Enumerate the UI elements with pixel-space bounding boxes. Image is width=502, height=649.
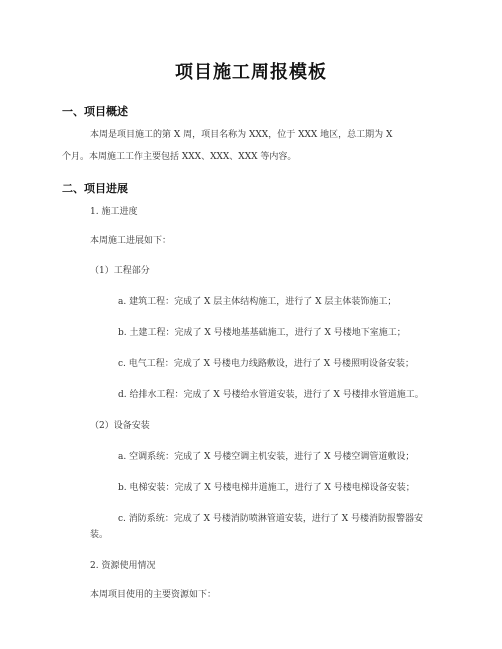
section-heading-overview: 一、项目概述 xyxy=(62,105,128,118)
subsection-title-resource-usage: 2. 资源使用情况 xyxy=(90,561,156,571)
engineering-item: d. 给排水工程：完成了 X 号楼给水管道安装，进行了 X 号楼排水管道施工。 xyxy=(118,390,424,400)
equipment-item: a. 空调系统：完成了 X 号楼空调主机安装，进行了 X 号楼空调管道敷设； xyxy=(118,452,415,462)
engineering-item: c. 电气工程：完成了 X 号楼电力线路敷设，进行了 X 号楼照明设备安装； xyxy=(118,359,415,369)
part-title-equipment: （2）设备安装 xyxy=(90,421,150,431)
document-title: 项目施工周报模板 xyxy=(175,62,327,83)
engineering-item: b. 土建工程：完成了 X 号楼地基基础施工，进行了 X 号楼地下室施工； xyxy=(118,328,406,338)
overview-paragraph-line-1: 本周是项目施工的第 X 周，项目名称为 XXX，位于 XXX 地区，总工期为 X xyxy=(90,130,393,140)
engineering-item: a. 建筑工程：完成了 X 层主体结构施工，进行了 X 层主体装饰施工； xyxy=(118,297,397,307)
section-heading-progress: 二、项目进展 xyxy=(62,182,128,195)
equipment-item-line-2: 装。 xyxy=(90,530,109,540)
overview-paragraph-line-2: 个月。本周施工工作主要包括 XXX、XXX、XXX 等内容。 xyxy=(62,152,297,162)
equipment-item-line-1: c. 消防系统：完成了 X 号楼消防喷淋管道安装，进行了 X 号楼消防报警器安 xyxy=(118,514,424,524)
subsection-title-construction-progress: 1. 施工进度 xyxy=(90,207,138,217)
resource-usage-intro: 本周项目使用的主要资源如下： xyxy=(90,590,217,600)
part-title-engineering: （1）工程部分 xyxy=(90,266,150,276)
equipment-item: b. 电梯安装：完成了 X 号楼电梯井道施工，进行了 X 号楼电梯设备安装； xyxy=(118,483,415,493)
construction-progress-intro: 本周施工进展如下： xyxy=(90,236,172,246)
